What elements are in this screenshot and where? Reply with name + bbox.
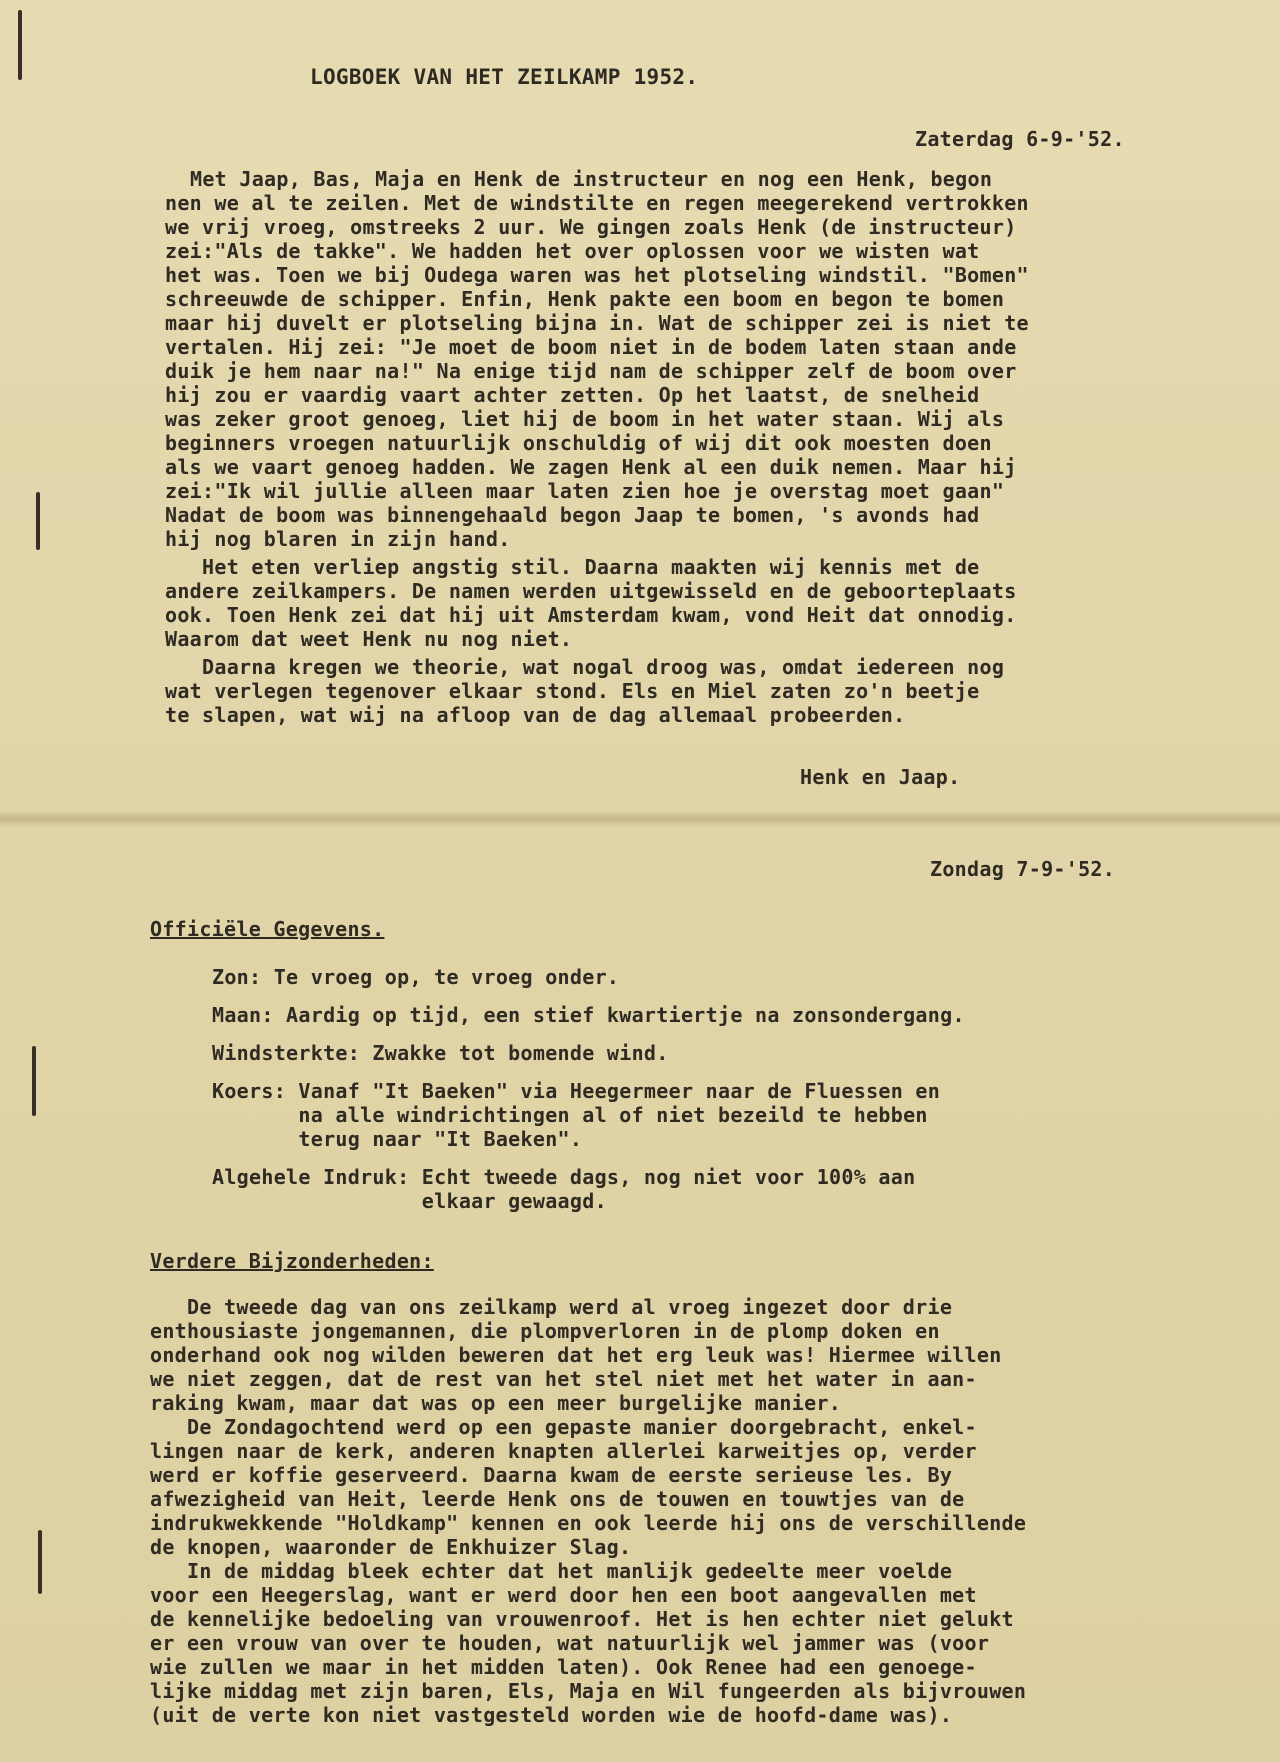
official-item: Windsterkte: Zwakke tot bomende wind.: [212, 1041, 669, 1065]
text-line: enthousiaste jongemannen, die plompverloren in de plomp doken en: [150, 1319, 940, 1343]
text-line: afwezigheid van Heit, leerde Henk ons de touwen en touwtjes van de: [150, 1487, 965, 1511]
text-line: andere zeilkampers. De namen werden uitgewisseld en de geboorteplaats: [165, 579, 1017, 603]
text-line: het was. Toen we bij Oudega waren was het plotseling windstil. "Bomen": [165, 263, 1029, 287]
text-line: wie zullen we maar in het midden laten). Ook Renee had een genoege-: [150, 1655, 977, 1679]
official-item: terug naar "It Baeken".: [212, 1127, 583, 1151]
text-line: we niet zeggen, dat de rest van het stel niet met het water in aan-: [150, 1367, 977, 1391]
text-line: hij nog blaren in zijn hand.: [165, 527, 511, 551]
staple-mark-upper: [36, 492, 40, 550]
text-line: Met Jaap, Bas, Maja en Henk de instructeur en nog een Henk, begon: [190, 167, 993, 191]
details-heading: Verdere Bijzonderheden:: [150, 1249, 434, 1273]
staple-mark-lower: [32, 1046, 36, 1116]
text-line: wat verlegen tegenover elkaar stond. Els en Miel zaten zo'n beetje: [165, 679, 980, 703]
text-line: er een vrouw van over te houden, wat natuurlijk wel jammer was (voor: [150, 1631, 990, 1655]
text-line: beginners vroegen natuurlijk onschuldig of wij dit ook moesten doen: [165, 431, 992, 455]
text-line: maar hij duvelt er plotseling bijna in. Wat de schipper zei is niet te: [165, 311, 1029, 335]
text-line: ook. Toen Henk zei dat hij uit Amsterdam kwam, vond Heit dat onnodig.: [165, 603, 1017, 627]
text-line: Daarna kregen we theorie, wat nogal droog was, omdat iedereen nog: [165, 655, 1005, 679]
text-line: indrukwekkende "Holdkamp" kennen en ook leerde hij ons de verschillende: [150, 1511, 1027, 1535]
official-item: elkaar gewaagd.: [212, 1189, 607, 1213]
text-line: In de middag bleek echter dat het manlijk gedeelte meer voelde: [150, 1559, 953, 1583]
date-sunday: Zondag 7-9-'52.: [930, 857, 1116, 881]
text-line: lingen naar de kerk, anderen knapten allerlei karweitjes op, verder: [150, 1439, 977, 1463]
text-line: te slapen, wat wij na afloop van de dag allemaal probeerden.: [165, 703, 906, 727]
text-line: lijke middag met zijn baren, Els, Maja en Wil fungeerden als bijvrouwen: [150, 1679, 1027, 1703]
logbook-title: LOGBOEK VAN HET ZEILKAMP 1952.: [310, 65, 699, 89]
text-line: Het eten verliep angstig stil. Daarna maakten wij kennis met de: [165, 555, 980, 579]
text-line: nen we al te zeilen. Met de windstilte en regen meegerekend vertrokken: [165, 191, 1029, 215]
official-data-heading: Officiële Gegevens.: [150, 917, 385, 941]
official-item: Koers: Vanaf "It Baeken" via Heegermeer naar de Fluessen en: [212, 1079, 941, 1103]
staple-mark-top: [18, 10, 22, 80]
official-item: Maan: Aardig op tijd, een stief kwartiertje na zonsondergang.: [212, 1003, 965, 1027]
date-saturday: Zaterdag 6-9-'52.: [915, 127, 1125, 151]
official-item: Zon: Te vroeg op, te vroeg onder.: [212, 965, 620, 989]
text-line: zei:"Als de takke". We hadden het over oplossen voor we wisten wat: [165, 239, 980, 263]
signature-henk-jaap: Henk en Jaap.: [800, 765, 961, 789]
text-line: als we vaart genoeg hadden. We zagen Henk al een duik nemen. Maar hij: [165, 455, 1017, 479]
text-line: (uit de verte kon niet vastgesteld worden wie de hoofd-dame was).: [150, 1703, 953, 1727]
text-line: De tweede dag van ons zeilkamp werd al vroeg ingezet door drie: [150, 1295, 953, 1319]
text-line: werd er koffie geserveerd. Daarna kwam de eerste serieuse les. By: [150, 1463, 953, 1487]
text-line: De Zondagochtend werd op een gepaste manier doorgebracht, enkel-: [150, 1415, 977, 1439]
text-line: de kennelijke bedoeling van vrouwenroof. Het is hen echter niet gelukt: [150, 1607, 1014, 1631]
official-item: na alle windrichtingen al of niet bezeild te hebben: [212, 1103, 928, 1127]
text-line: schreeuwde de schipper. Enfin, Henk pakte een boom en begon te bomen: [165, 287, 1005, 311]
paper-fold: [0, 810, 1280, 828]
official-item: Algehele Indruk: Echt tweede dags, nog niet voor 100% aan: [212, 1165, 916, 1189]
text-line: we vrij vroeg, omstreeks 2 uur. We gingen zoals Henk (de instructeur): [165, 215, 1017, 239]
text-line: de knopen, waaronder de Enkhuizer Slag.: [150, 1535, 632, 1559]
text-line: zei:"Ik wil jullie alleen maar laten zien hoe je overstag moet gaan": [165, 479, 1005, 503]
text-line: voor een Heegerslag, want er werd door hen een boot aangevallen met: [150, 1583, 977, 1607]
text-line: vertalen. Hij zei: "Je moet de boom niet in de bodem laten staan ande: [165, 335, 1017, 359]
text-line: was zeker groot genoeg, liet hij de boom in het water staan. Wij als: [165, 407, 1005, 431]
text-line: duik je hem naar na!" Na enige tijd nam de schipper zelf de boom over: [165, 359, 1017, 383]
text-line: onderhand ook nog wilden beweren dat het erg leuk was! Hiermee willen: [150, 1343, 1002, 1367]
text-line: hij zou er vaardig vaart achter zetten. Op het laatst, de snelheid: [165, 383, 980, 407]
text-line: Nadat de boom was binnengehaald begon Jaap te bomen, 's avonds had: [165, 503, 980, 527]
text-line: raking kwam, maar dat was op een meer burgelijke manier.: [150, 1391, 842, 1415]
text-line: Waarom dat weet Henk nu nog niet.: [165, 627, 573, 651]
staple-mark-bottom: [38, 1530, 42, 1594]
